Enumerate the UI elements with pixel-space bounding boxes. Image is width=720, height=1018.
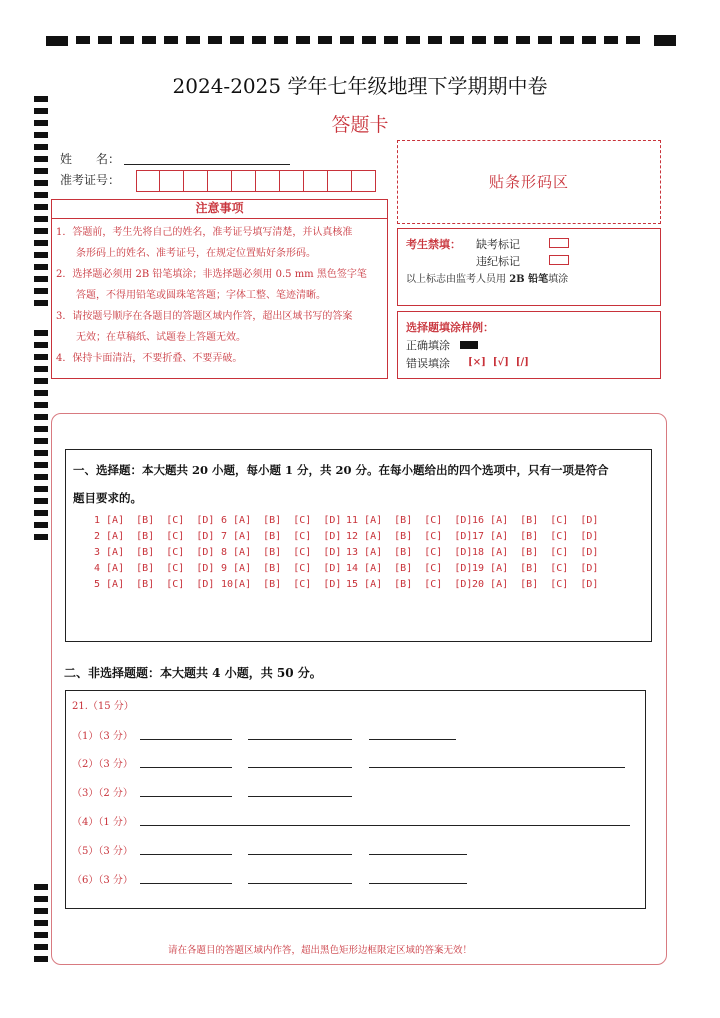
choice-item[interactable]: 3 [A] [B] [C] [D] xyxy=(94,547,215,558)
q21-part-label: （3）（2 分） xyxy=(72,788,133,799)
forbidden-label: 考生禁填： xyxy=(406,238,461,251)
answer-line[interactable] xyxy=(140,739,232,740)
choice-item[interactable]: 15 [A] [B] [C] [D] xyxy=(346,579,473,590)
notice-line: 4．保持卡面清洁，不要折叠、不要弄破。 xyxy=(56,353,243,364)
correct-fill-sample xyxy=(460,341,478,349)
choice-item[interactable]: 16 [A] [B] [C] [D] xyxy=(472,515,599,526)
choice-item[interactable]: 14 [A] [B] [C] [D] xyxy=(346,563,473,574)
notice-line: 1．答题前，考生先将自己的姓名，准考证号填写清楚，并认真核准 xyxy=(56,227,353,238)
answer-line[interactable] xyxy=(369,883,467,884)
answer-line[interactable] xyxy=(369,739,456,740)
exam-id-boxes[interactable] xyxy=(136,170,376,192)
notice-line: 3．请按题号顺序在各题目的答题区域内作答，超出区域书写的答案 xyxy=(56,311,353,322)
answer-line[interactable] xyxy=(248,739,352,740)
choice-item[interactable]: 6 [A] [B] [C] [D] xyxy=(221,515,342,526)
answer-line[interactable] xyxy=(140,854,232,855)
choice-item[interactable]: 10[A] [B] [C] [D] xyxy=(221,579,342,590)
choice-item[interactable]: 5 [A] [B] [C] [D] xyxy=(94,579,215,590)
q21-part-label: （2）（3 分） xyxy=(72,759,133,770)
q21-label: 21.（15 分） xyxy=(72,701,134,712)
choice-item[interactable]: 9 [A] [B] [C] [D] xyxy=(221,563,342,574)
answer-line[interactable] xyxy=(248,883,352,884)
answer-line[interactable] xyxy=(248,854,352,855)
wrong-fill-label: 错误填涂 xyxy=(406,357,450,370)
violation-mark-box[interactable] xyxy=(549,255,569,265)
correct-fill-label: 正确填涂 xyxy=(406,339,450,352)
choice-item[interactable]: 18 [A] [B] [C] [D] xyxy=(472,547,599,558)
choice-item[interactable]: 4 [A] [B] [C] [D] xyxy=(94,563,215,574)
choice-item[interactable]: 7 [A] [B] [C] [D] xyxy=(221,531,342,542)
choice-item[interactable]: 20 [A] [B] [C] [D] xyxy=(472,579,599,590)
q21-part-label: （4）（1 分） xyxy=(72,817,133,828)
non-choice-section-title: 二、非选择题题：本大题共 4 小题，共 50 分。 xyxy=(64,666,322,680)
notice-line: 2．选择题必须用 2B 铅笔填涂；非选择题必须用 0.5 mm 黑色签字笔 xyxy=(56,269,367,280)
choice-item[interactable]: 8 [A] [B] [C] [D] xyxy=(221,547,342,558)
violation-mark-label: 违纪标记 xyxy=(476,255,520,268)
answer-line[interactable] xyxy=(140,796,232,797)
answer-sheet-subtitle: 答题卡 xyxy=(331,114,389,136)
notice-title: 注意事项 xyxy=(195,201,244,215)
choice-item[interactable]: 19 [A] [B] [C] [D] xyxy=(472,563,599,574)
choice-section-title-line1: 一、选择题：本大题共 20 小题，每小题 1 分，共 20 分。在每小题给出的四个选项中，只有一项是符合 xyxy=(73,463,609,477)
exam-id-label: 准考证号： xyxy=(60,173,121,187)
absent-mark-label: 缺考标记 xyxy=(476,238,520,251)
answer-line[interactable] xyxy=(369,854,467,855)
q21-part-label: （5）（3 分） xyxy=(72,846,133,857)
wrong-fill-marks: [×] [√] [/] xyxy=(468,357,529,368)
answer-line[interactable] xyxy=(369,767,625,768)
name-field[interactable] xyxy=(124,164,290,165)
choice-item[interactable]: 13 [A] [B] [C] [D] xyxy=(346,547,473,558)
choice-item[interactable]: 1 [A] [B] [C] [D] xyxy=(94,515,215,526)
choice-item[interactable]: 11 [A] [B] [C] [D] xyxy=(346,515,473,526)
choice-section-title-line2: 题目要求的。 xyxy=(73,491,142,505)
notice-line: 条形码上的姓名、准考证号，在规定位置贴好条形码。 xyxy=(56,248,316,259)
choice-item[interactable]: 12 [A] [B] [C] [D] xyxy=(346,531,473,542)
answer-line[interactable] xyxy=(248,796,352,797)
answer-line[interactable] xyxy=(140,767,232,768)
answer-line[interactable] xyxy=(248,767,352,768)
notice-line: 答题，不得用铅笔或圆珠笔答题；字体工整、笔迹清晰。 xyxy=(56,290,326,301)
footer-note: 请在各题目的答题区域内作答，超出黑色矩形边框限定区域的答案无效！ xyxy=(167,945,472,956)
fill-example-title: 选择题填涂样例： xyxy=(406,321,494,334)
answer-line[interactable] xyxy=(140,825,630,826)
q21-part-label: （6）（3 分） xyxy=(72,875,133,886)
barcode-zone: 贴条形码区 xyxy=(397,140,661,224)
q21-part-label: （1）（3 分） xyxy=(72,731,133,742)
notice-line: 无效；在草稿纸、试题卷上答题无效。 xyxy=(56,332,246,343)
absent-mark-box[interactable] xyxy=(549,238,569,248)
exam-title: 2024-2025 学年七年级地理下学期期中卷 xyxy=(172,74,548,98)
forbidden-note: 以上标志由监考人员用 2B 铅笔填涂 xyxy=(406,274,569,285)
notice-lines xyxy=(56,222,386,369)
choice-item[interactable]: 2 [A] [B] [C] [D] xyxy=(94,531,215,542)
choice-item[interactable]: 17 [A] [B] [C] [D] xyxy=(472,531,599,542)
q21-box xyxy=(65,690,646,909)
name-label: 姓 名： xyxy=(60,152,121,166)
answer-line[interactable] xyxy=(140,883,232,884)
